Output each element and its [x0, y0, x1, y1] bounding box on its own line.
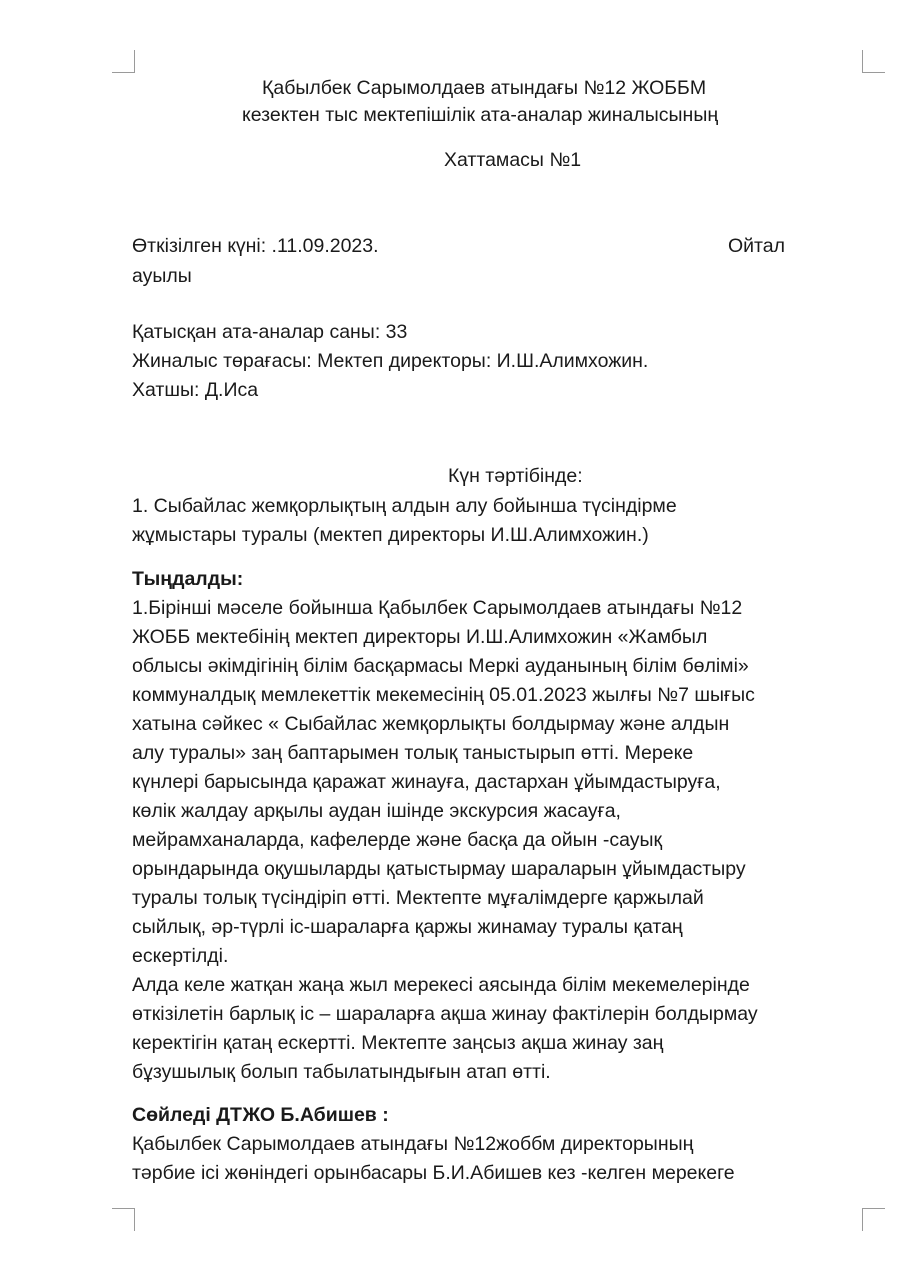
agenda-heading: Күн тәртібінде:: [448, 465, 583, 487]
meeting-secretary: Хатшы: Д.Иса: [132, 379, 259, 401]
speaker-line: Қабылбек Сарымолдаев атындағы №12жоббм директорының: [132, 1133, 694, 1155]
meeting-place-part-1: Ойтал: [728, 235, 785, 257]
listened-line: Алда келе жатқан жаңа жыл мерекесі аясында білім мекемелерінде: [132, 974, 750, 996]
listened-line: алу туралы» заң баптарымен толық таныстырып өтті. Мереке: [132, 742, 694, 764]
header-title-line-2: кезектен тыс мектепішілік ата-аналар жиналысының: [242, 104, 719, 126]
listened-line: хатына сәйкес « Сыбайлас жемқорлықты болдырмау және алдын: [132, 713, 730, 735]
listened-line: керектігін қатаң ескертті. Мектепте заңсыз ақша жинау заң: [132, 1032, 664, 1054]
listened-line: 1.Бірінші мәселе бойынша Қабылбек Сарымолдаев атындағы №12: [132, 597, 743, 619]
meeting-place-part-2: ауылы: [132, 265, 192, 287]
page-corner-mark-bottom-left: [112, 1208, 135, 1231]
listened-line: бұзушылық болып табылатындығын атап өтті.: [132, 1061, 551, 1083]
listened-line: коммуналдық мемлекеттік мекемесінің 05.01.2023 жылғы №7 шығыс: [132, 684, 755, 706]
protocol-number-title: Хаттамасы №1: [444, 149, 582, 171]
listened-line: күнлері барысында қаражат жинауға, дастархан ұйымдастыруға,: [132, 771, 721, 793]
listened-line: сыйлық, әр-түрлі іс-шараларға қаржы жинамау туралы қатаң: [132, 916, 683, 938]
page-corner-mark-bottom-right: [862, 1208, 885, 1231]
listened-line: мейрамханаларда, кафелерде және басқа да ойын -сауық: [132, 829, 662, 851]
page-corner-mark-top-right: [862, 50, 885, 73]
page-corner-mark-top-left: [112, 50, 135, 73]
speaker-heading: Сөйледі ДТЖО Б.Абишев :: [132, 1104, 389, 1126]
listened-line: ескертілді.: [132, 945, 229, 967]
listened-line: облысы әкімдігінің білім басқармасы Меркі ауданының білім бөлімі»: [132, 655, 749, 677]
listened-line: ЖОББ мектебінің мектеп директоры И.Ш.Алимхожин «Жамбыл: [132, 626, 708, 648]
agenda-line: 1. Сыбайлас жемқорлықтың алдын алу бойынша түсіндірме: [132, 495, 677, 517]
listened-line: өткізілетін барлық іс – шараларға ақша жинау фактілерін болдырмау: [132, 1003, 758, 1025]
attendees-count: Қатысқан ата-аналар саны: 33: [132, 321, 408, 343]
listened-heading: Тыңдалды:: [132, 568, 244, 590]
agenda-line: жұмыстары туралы (мектеп директоры И.Ш.Алимхожин.): [132, 524, 649, 546]
header-title-line-1: Қабылбек Сарымолдаев атындағы №12 ЖОББМ: [262, 77, 707, 99]
listened-line: көлік жалдау арқылы аудан ішінде экскурсия жасауға,: [132, 800, 621, 822]
listened-line: туралы толық түсіндіріп өтті. Мектепте мұғалімдерге қаржылай: [132, 887, 704, 909]
meeting-chair: Жиналыс төрағасы: Мектеп директоры: И.Ш.Алимхожин.: [132, 350, 649, 372]
listened-line: орындарында оқушыларды қатыстырмау шараларын ұйымдастыру: [132, 858, 746, 880]
meeting-date: Өткізілген күні: .11.09.2023.: [132, 235, 379, 257]
speaker-line: тәрбие ісі жөніндегі орынбасары Б.И.Абишев кез -келген мерекеге: [132, 1162, 735, 1184]
